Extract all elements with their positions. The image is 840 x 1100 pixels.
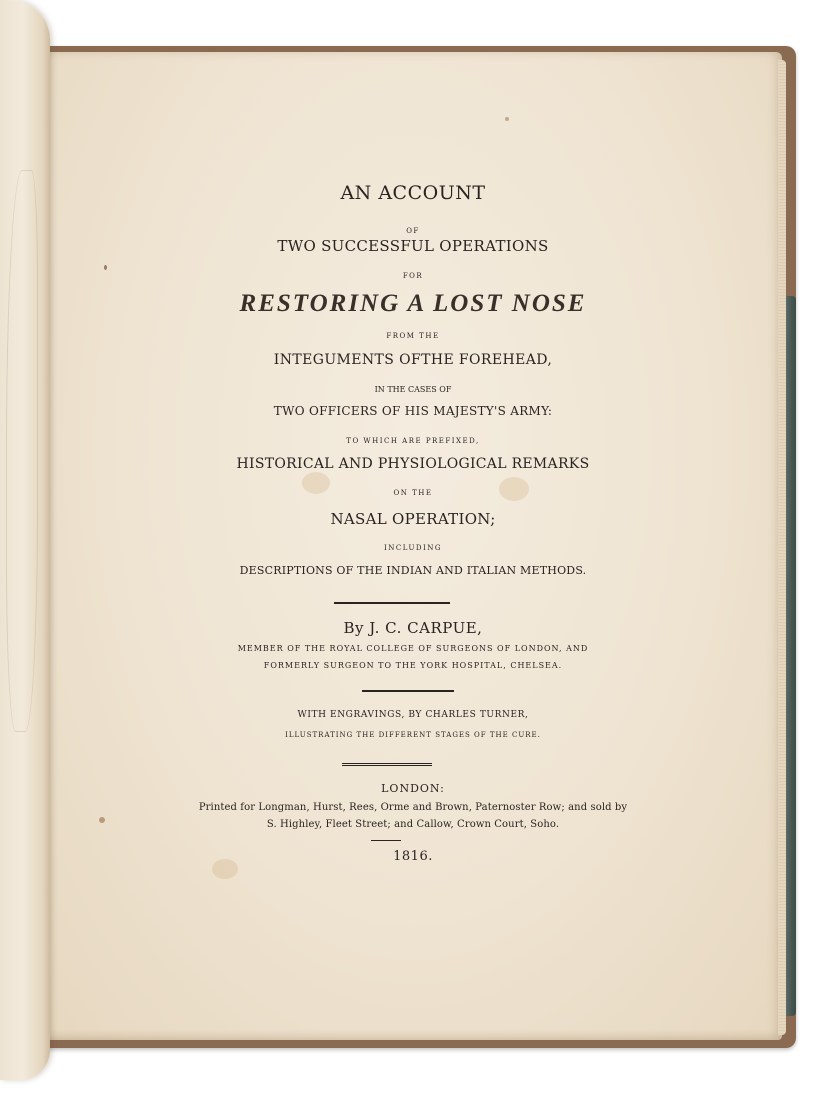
title-on-the: ON THE xyxy=(393,489,433,497)
left-page-curl xyxy=(0,0,50,1080)
title-for: FOR xyxy=(402,272,424,280)
author-credential: MEMBER OF THE ROYAL COLLEGE OF SURGEONS OF LONDON, AND xyxy=(237,644,589,653)
title-including: INCLUDING xyxy=(383,544,442,552)
short-rule xyxy=(371,840,401,841)
engravings-credit: WITH ENGRAVINGS, BY CHARLES TURNER, xyxy=(297,710,529,720)
show-through-engraving xyxy=(6,170,38,732)
title-account: AN ACCOUNT xyxy=(340,182,486,204)
imprint-place: LONDON: xyxy=(381,782,445,795)
title-integuments: INTEGUMENTS OFTHE FOREHEAD, xyxy=(273,352,553,368)
divider-rule xyxy=(334,602,450,604)
title-nasal-operation: NASAL OPERATION; xyxy=(330,510,496,528)
divider-rule xyxy=(342,763,432,766)
foxing-spot xyxy=(104,265,107,270)
author-former-post: FORMERLY SURGEON TO THE YORK HOSPITAL, CHELSEA. xyxy=(263,661,563,670)
title-historical: HISTORICAL AND PHYSIOLOGICAL REMARKS xyxy=(236,456,590,472)
imprint-printers: Printed for Longman, Hurst, Rees, Orme and Brown, Paternoster Row; and sold by xyxy=(198,802,628,813)
title-of: OF xyxy=(406,227,420,235)
title-in-the-cases: IN THE CASES OF xyxy=(374,385,452,394)
author-name: By J. C. CARPUE, xyxy=(343,619,483,637)
imprint-sellers: S. Highley, Fleet Street; and Callow, Crown Court, Soho. xyxy=(266,819,560,830)
title-restoring-nose: RESTORING A LOST NOSE xyxy=(239,290,587,317)
engravings-description: ILLUSTRATING THE DIFFERENT STAGES OF THE CURE. xyxy=(285,731,541,739)
imprint-year: 1816. xyxy=(393,849,433,864)
title-operations: TWO SUCCESSFUL OPERATIONS xyxy=(277,237,549,255)
divider-rule xyxy=(362,690,454,692)
title-officers: TWO OFFICERS OF HIS MAJESTY'S ARMY: xyxy=(273,404,553,418)
title-to-which: TO WHICH ARE PREFIXED, xyxy=(346,437,480,445)
title-from-the: FROM THE xyxy=(386,332,440,340)
foxing-spot xyxy=(505,117,509,121)
title-descriptions: DESCRIPTIONS OF THE INDIAN AND ITALIAN METHODS. xyxy=(239,564,587,577)
